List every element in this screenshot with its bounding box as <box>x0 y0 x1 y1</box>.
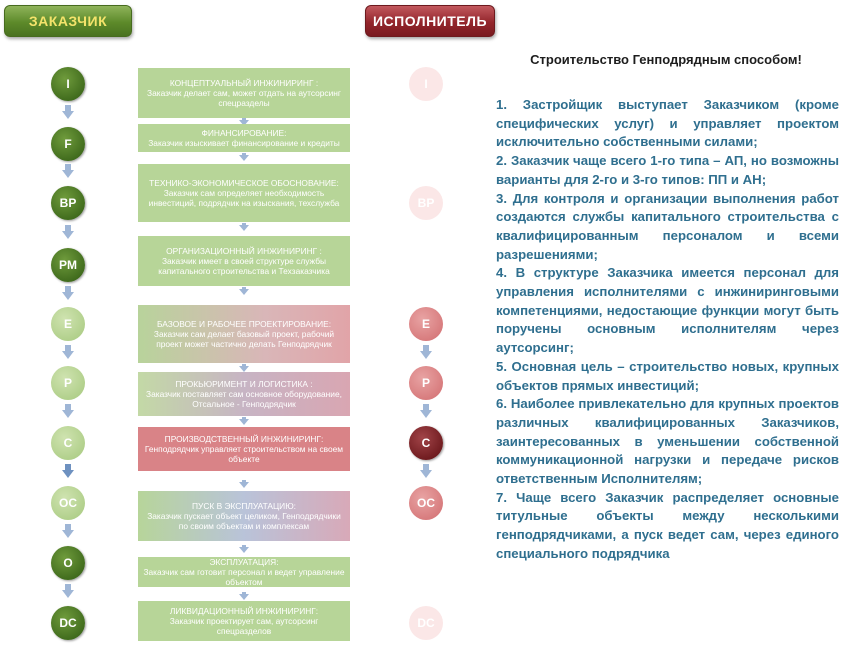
customer-stage-o: O <box>51 546 85 580</box>
box-liquidation-engineering: ЛИКВИДАЦИОННЫЙ ИНЖИНИРИНГ: Заказчик проектирует сам, аутсорсинг спецразделов <box>138 601 350 641</box>
box-operation: ЭКСПЛУАТАЦИЯ: Заказчик сам готовит персонал и ведет управление объектом <box>138 557 350 587</box>
arrow-down-icon <box>239 364 249 372</box>
arrow-down-icon <box>62 286 74 300</box>
customer-stage-dc: DC <box>51 606 85 640</box>
point-6: 6. Наиболее привлекательно для крупных проектов различных квалифицированных Заказчиков, заинтересованных в уменьшении собственной коммуникационной нагрузки и передаче рисков ответственным Исполнителям; <box>496 396 839 487</box>
customer-stage-p: P <box>51 366 85 400</box>
customer-stage-e: E <box>51 307 85 341</box>
arrow-down-icon <box>239 480 249 488</box>
arrow-down-icon <box>239 153 249 161</box>
box-production-engineering: ПРОИЗВОДСТВЕННЫЙ ИНЖИНИРИНГ: Генподрядчик управляет строительством на своем объекте <box>138 427 350 471</box>
contractor-stage-oc: OC <box>409 486 443 520</box>
customer-stage-c: C <box>51 426 85 460</box>
box-financing: ФИНАНСИРОВАНИЕ: Заказчик изыскивает финансирование и кредиты <box>138 124 350 152</box>
point-2: 2. Заказчик чаще всего 1-го типа – АП, но возможны варианты для 2-го и 3-го типов: ПП и АН; <box>496 153 839 187</box>
arrow-down-icon <box>62 584 74 598</box>
customer-stage-bp: BP <box>51 186 85 220</box>
box-feasibility-study: ТЕХНИКО-ЭКОНОМИЧЕСКОЕ ОБОСНОВАНИЕ: Заказчик сам определяет необходимость инвестиций, подрядчик на изыскания, техслужба <box>138 164 350 222</box>
arrow-down-icon <box>62 524 74 538</box>
contractor-stage-bp: BP <box>409 186 443 220</box>
arrow-down-icon <box>239 287 249 295</box>
contractor-header: ИСПОЛНИТЕЛЬ <box>365 5 495 37</box>
box-procurement-logistics: ПРОКЬЮРИМЕНТ И ЛОГИСТИКА : Заказчик поставляет сам основное оборудование, Отсальное - Генподрядчик <box>138 372 350 416</box>
customer-header: ЗАКАЗЧИК <box>4 5 132 37</box>
contractor-stage-dc: DC <box>409 606 443 640</box>
point-7: 7. Чаще всего Заказчик распределяет основные титульные объекты между несколькими генподрядчиками, а пуск ведет сам, через единого специального подрядчика <box>496 489 839 561</box>
arrow-down-icon <box>62 164 74 178</box>
customer-stage-pm: PM <box>51 248 85 282</box>
box-commissioning: ПУСК В ЭКСПЛУАТАЦИЮ: Заказчик пускает объект целиком, Генподрядчики по своим объектам и комплексам <box>138 491 350 541</box>
customer-stage-oc: OC <box>51 486 85 520</box>
arrow-down-icon <box>420 345 432 359</box>
customer-stage-i: I <box>51 67 85 101</box>
arrow-down-icon <box>239 417 249 425</box>
box-organizational-engineering: ОРГАНИЗАЦИОННЫЙ ИНЖИНИРИНГ : Заказчик имеет в своей структуре службы капитального строительства и Техзаказчика <box>138 236 350 286</box>
arrow-down-icon <box>420 404 432 418</box>
arrow-down-icon <box>62 105 74 119</box>
arrow-down-icon <box>62 345 74 359</box>
point-3: 3. Для контроля и организации выполнения работ создаются службы капитального строительства с квалифицированным персоналом и всеми разрешениями; <box>496 190 839 262</box>
box-basic-detailed-design: БАЗОВОЕ И РАБОЧЕЕ ПРОЕКТИРОВАНИЕ: Заказчик сам делает базовый проект, рабочий проект может частично делать Генподрядчик <box>138 305 350 363</box>
arrow-down-icon <box>62 404 74 418</box>
arrow-down-icon <box>420 464 432 478</box>
arrow-down-icon <box>239 545 249 553</box>
point-5: 5. Основная цель – строительство новых, крупных объектов прямых инвестиций; <box>496 358 839 393</box>
point-4: 4. В структуре Заказчика имеется персонал для управления исполнителями с инжиниринговыми компетенциями, недостающие функции могут быть поручены основным исполнителям через аутсорсинг; <box>496 265 839 356</box>
contractor-stage-e: E <box>409 307 443 341</box>
box-conceptual-engineering: КОНЦЕПТУАЛЬНЫЙ ИНЖИНИРИНГ : Заказчик делает сам, может отдать на аутсорсинг спецразделы <box>138 68 350 118</box>
arrow-down-icon <box>62 464 74 478</box>
panel-points <box>496 96 839 564</box>
arrow-down-icon <box>239 592 249 600</box>
contractor-stage-p: P <box>409 366 443 400</box>
contractor-stage-c: C <box>409 426 443 460</box>
point-1: 1. Застройщик выступает Заказчиком (кроме специфических услуг) и управляет проектом исключительно собственными силами; <box>496 97 839 150</box>
contractor-stage-i: I <box>409 67 443 101</box>
arrow-down-icon <box>62 225 74 239</box>
arrow-down-icon <box>239 223 249 231</box>
customer-stage-f: F <box>51 127 85 161</box>
panel-title: Строительство Генподрядным способом! <box>530 52 802 67</box>
